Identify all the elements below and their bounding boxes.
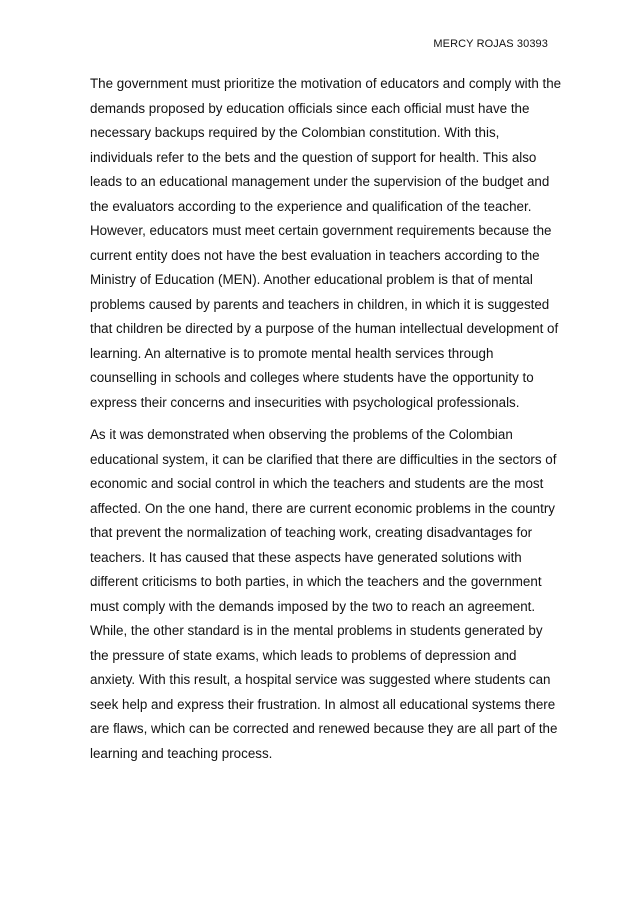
paragraph-1	[90, 72, 560, 415]
paragraph-2	[90, 423, 560, 766]
page-header-author: MERCY ROJAS 30393	[433, 38, 548, 50]
paragraph-line: different criticisms to both parties, in which the teachers and the government	[90, 574, 542, 589]
paragraph-line: affected. On the one hand, there are current economic problems in the country	[90, 500, 555, 516]
paragraph-line: learning and teaching process.	[90, 745, 273, 761]
paragraph-line: the pressure of state exams, which leads to problems of depression and	[90, 647, 517, 663]
paragraph-line: that children be directed by a purpose of the human intellectual development of	[90, 321, 559, 336]
paragraph-line: that prevent the normalization of teaching work, creating disadvantages for	[90, 525, 533, 540]
paragraph-line: seek help and express their frustration. In almost all educational systems there	[90, 696, 556, 712]
paragraph-line: teachers. It has caused that these aspects have generated solutions with	[90, 549, 522, 565]
paragraph-line: learning. An alternative is to promote mental health services through	[90, 345, 494, 361]
paragraph-line: Ministry of Education (MEN). Another educational problem is that of mental	[90, 272, 533, 287]
paragraph-line: individuals refer to the bets and the question of support for health. This also	[90, 149, 537, 165]
paragraph-line: express their concerns and insecurities with psychological professionals.	[90, 394, 520, 410]
paragraph-line: must comply with the demands imposed by the two to reach an agreement.	[90, 598, 536, 614]
paragraph-line: leads to an educational management under the supervision of the budget and	[90, 174, 550, 189]
paragraph-line: necessary backups required by the Colombian constitution. With this,	[90, 125, 500, 140]
paragraph-line: As it was demonstrated when observing the problems of the Colombian	[90, 427, 513, 442]
paragraph-line: counselling in schools and colleges where students have the opportunity to	[90, 370, 534, 385]
paragraph-line: current entity does not have the best evaluation in teachers according to the	[90, 247, 540, 263]
paragraph-line: While, the other standard is in the mental problems in students generated by	[90, 623, 543, 638]
paragraph-line: anxiety. With this result, a hospital service was suggested where students can	[90, 672, 551, 687]
paragraph-line: economic and social control in which the teachers and students are the most	[90, 476, 544, 491]
paragraph-line: The government must prioritize the motivation of educators and comply with the	[90, 76, 562, 91]
paragraph-line: demands proposed by education officials since each official must have the	[90, 100, 530, 116]
paragraph-line: However, educators must meet certain government requirements because the	[90, 223, 552, 238]
paragraph-line: are flaws, which can be corrected and renewed because they are all part of the	[90, 721, 558, 736]
paragraph-line: educational system, it can be clarified that there are difficulties in the sectors of	[90, 451, 557, 467]
paragraph-line: problems caused by parents and teachers in children, in which it is suggested	[90, 296, 550, 312]
paragraph-line: the evaluators according to the experience and qualification of the teacher.	[90, 198, 532, 214]
